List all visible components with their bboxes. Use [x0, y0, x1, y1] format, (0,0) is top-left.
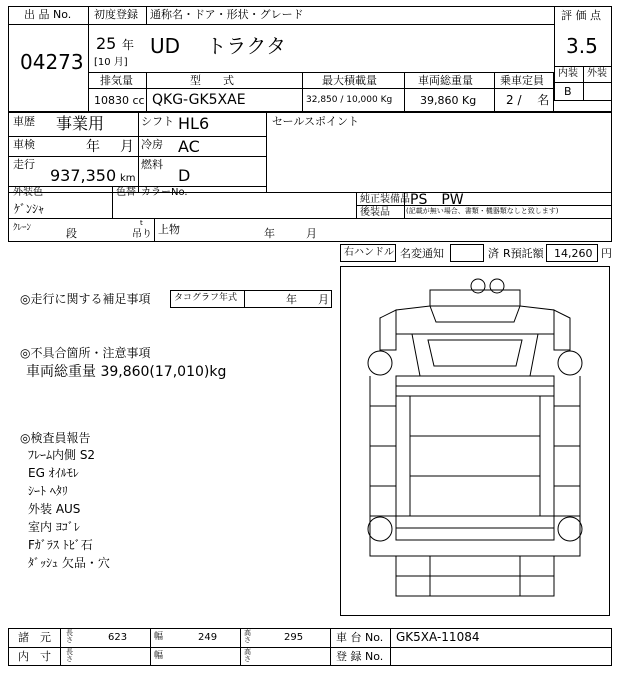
- upper-month: 月: [306, 227, 317, 240]
- exterior-label: 外装: [587, 68, 607, 79]
- aftermarket-note: (記載が無い場合、書類・機器類なしと致します): [406, 207, 559, 215]
- inspector-line: ﾀﾞｯｼｭ 欠品・穴: [28, 556, 110, 570]
- year-unit: 年: [122, 38, 135, 52]
- capacity: 2 / 名: [506, 93, 550, 107]
- ac-label: 冷房: [141, 138, 163, 151]
- r-deposit-label: R預託額: [503, 247, 544, 260]
- r-deposit-unit: 円: [601, 247, 612, 260]
- first-reg-month: [10 月]: [94, 57, 128, 68]
- inspector-line: ｼｰﾄ ﾍﾀﾘ: [28, 484, 68, 498]
- fuel-label: 燃料: [141, 158, 163, 171]
- inspector-label: ◎検査員報告: [20, 431, 91, 445]
- name-change-box: [450, 244, 484, 262]
- inspector-line: 室内 ﾖｺﾞﾚ: [28, 520, 80, 534]
- first-reg-label: 初度登録: [94, 8, 138, 21]
- reg-no-label: 登 録 No.: [336, 650, 384, 663]
- defects-text: 車両総重量 39,860(17,010)kg: [26, 364, 227, 380]
- driving-notes-label: ◎走行に関する補足事項: [20, 292, 151, 306]
- fuel: D: [178, 166, 191, 185]
- gross-weight: 39,860 Kg: [420, 94, 477, 107]
- crane-stage: 段: [66, 227, 77, 240]
- mileage-unit: km: [120, 173, 136, 184]
- genuine-label: 純正装備品: [360, 194, 410, 205]
- history: 事業用: [56, 114, 105, 133]
- tacho-year: 年: [286, 293, 297, 306]
- inspection-label: 車検: [13, 138, 35, 151]
- wheel-front-left: [368, 351, 392, 375]
- grade-label: 評 価 点: [561, 9, 601, 22]
- defects-label: ◎不具合箇所・注意事項: [20, 346, 151, 360]
- max-load: 32,850 / 10,000 Kg: [306, 95, 393, 105]
- ext-color: ｹﾞﾝｼｬ: [14, 202, 45, 216]
- chassis-no: GK5XA-11084: [396, 630, 480, 644]
- name-change-label: 名変通知: [400, 247, 444, 260]
- shift: HL6: [178, 114, 210, 133]
- wheel-rear-right: [558, 517, 582, 541]
- wheel-front-right: [558, 351, 582, 375]
- color-change-label: 色替: [116, 187, 136, 198]
- truck-diagram: [340, 266, 610, 616]
- length: 623: [108, 632, 128, 643]
- capacity-label: 乗車定員: [500, 74, 544, 87]
- dims-label: 諸 元: [18, 631, 51, 644]
- inner-height-label: 高さ: [244, 648, 251, 663]
- inner-length-label: 長さ: [66, 648, 73, 663]
- inner-dims-label: 内 寸: [18, 650, 51, 663]
- interior-label: 内装: [558, 68, 578, 79]
- interior-grade: B: [564, 85, 572, 98]
- right-handle: 右ハンドル: [344, 247, 394, 258]
- length-label: 長さ: [66, 629, 73, 644]
- model-name: UD トラクタ: [150, 34, 286, 58]
- overall-grade: 3.5: [566, 34, 598, 58]
- inspector-line: Fｶﾞﾗｽ ﾄﾋﾞ石: [28, 538, 93, 552]
- displacement: 10830 cc: [94, 94, 145, 107]
- history-label: 車歴: [13, 115, 35, 128]
- inspection-month-unit: 月: [120, 139, 134, 155]
- inspector-line: EG ｵｲﾙﾓﾚ: [28, 466, 79, 480]
- era-year: 25: [96, 34, 117, 53]
- color-code-label: カラーNo.: [141, 187, 188, 198]
- crane-lift: 吊り: [132, 229, 152, 240]
- mileage: 937,350: [50, 166, 117, 185]
- genuine-equipment: PS PW: [410, 192, 464, 208]
- inspector-line: 外装 AUS: [28, 502, 81, 516]
- model-code-label: 型 式: [190, 74, 234, 87]
- inner-width-label: 幅: [154, 651, 164, 661]
- width: 249: [198, 632, 218, 643]
- crane-label: ｸﾚｰﾝ: [13, 223, 32, 233]
- r-deposit: 14,260: [554, 247, 593, 260]
- wheel-top-left: [471, 279, 485, 293]
- lot-no: 04273: [20, 50, 84, 74]
- gross-weight-label: 車両総重量: [418, 74, 473, 87]
- tacho-label: タコグラフ年式: [174, 293, 238, 303]
- height: 295: [284, 632, 304, 643]
- max-load-label: 最大積載量: [322, 74, 377, 87]
- shift-label: シフト: [141, 115, 174, 128]
- aftermarket-label: 後装品: [360, 207, 390, 218]
- displacement-label: 排気量: [100, 74, 133, 87]
- upper-year: 年: [264, 227, 275, 240]
- chassis-label: 車 台 No.: [336, 631, 384, 644]
- name-label: 通称名・ドア・形状・グレード: [150, 8, 304, 21]
- inspector-line: ﾌﾚｰﾑ内側 S2: [28, 448, 96, 462]
- mileage-label: 走行: [13, 158, 35, 171]
- crane-ton: t: [140, 219, 143, 227]
- wheel-top-right: [490, 279, 504, 293]
- ryo-label: 済: [488, 247, 499, 260]
- ac: AC: [178, 137, 200, 156]
- width-label: 幅: [154, 632, 164, 642]
- lot-no-label: 出 品 No.: [24, 8, 72, 21]
- upper-label: 上物: [158, 223, 180, 236]
- height-label: 高さ: [244, 629, 251, 644]
- inspection-year-unit: 年: [86, 139, 100, 155]
- wheel-rear-left: [368, 517, 392, 541]
- tacho-month: 月: [318, 293, 329, 306]
- ext-color-label: 外装色: [13, 187, 43, 198]
- model-code: QKG-GK5XAE: [152, 92, 246, 108]
- sales-point-label: セールスポイント: [272, 115, 360, 128]
